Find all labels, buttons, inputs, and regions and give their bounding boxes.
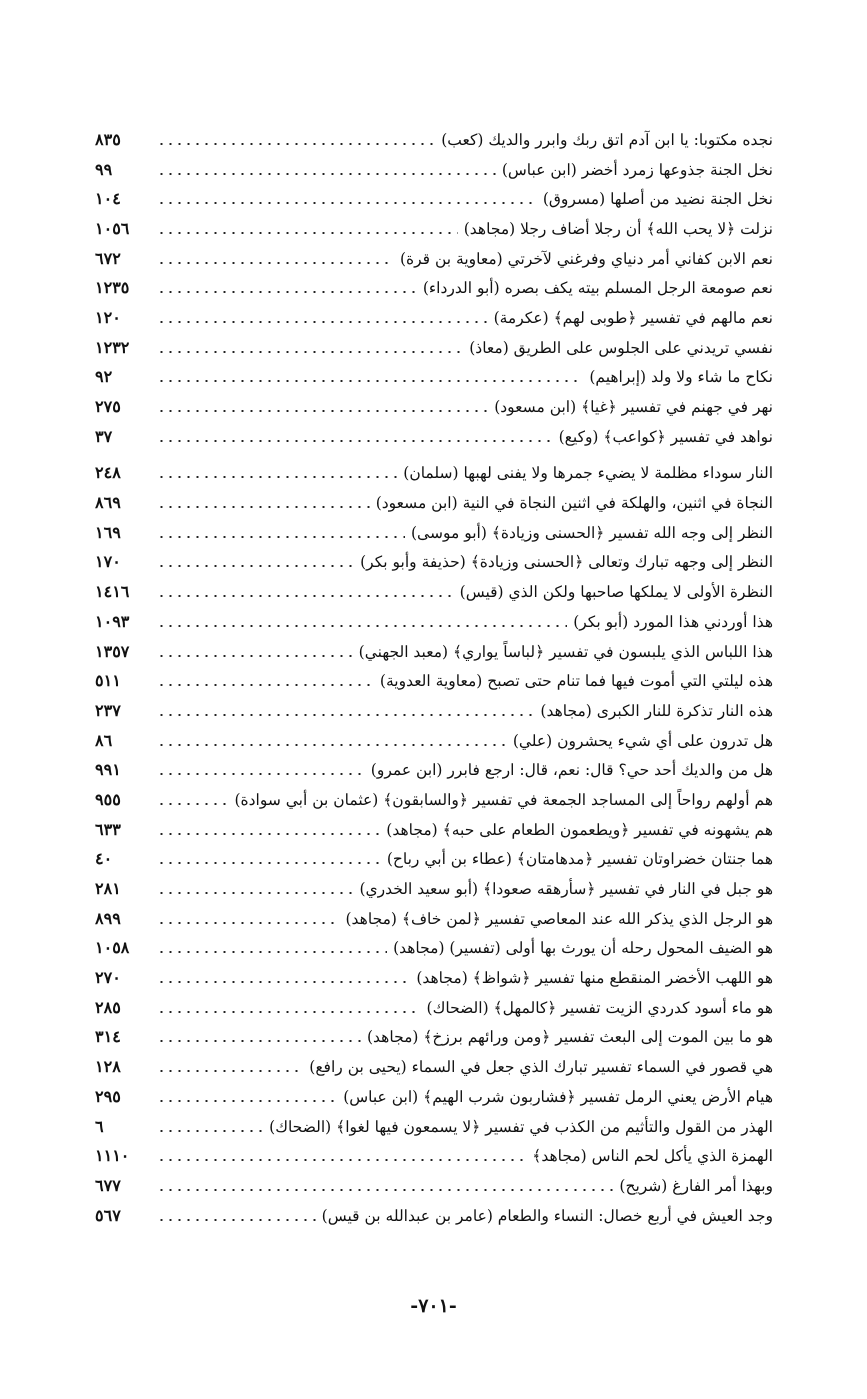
- dot-leader: [157, 714, 534, 716]
- index-entry: [95, 273, 773, 303]
- entry-page-number: ١٤١٦: [95, 582, 130, 602]
- dot-leader: [157, 951, 387, 953]
- entry-page-number: ٨٩٩: [95, 908, 121, 928]
- entry-text: النظر إلى وجه الله تفسير ﴿الحسنى وزيادة﴾ (أبو موسى): [411, 523, 773, 542]
- index-entry: [95, 726, 773, 756]
- index-entry: [95, 1141, 773, 1171]
- entry-page-number: ٦٧٢: [95, 248, 121, 268]
- entry-page-number: ١٦٩: [95, 522, 121, 542]
- index-entry: [95, 363, 773, 393]
- entry-text: النار سوداء مظلمة لا يضيء جمرها ولا يفنى لهبها (سلمان): [403, 464, 773, 483]
- entry-page-number: ٦٣٣: [95, 819, 121, 839]
- entry-text: هو الضيف المحول رحله أن يورث بها أولى (تفسير) (مجاهد): [393, 939, 773, 958]
- dot-leader: [157, 981, 410, 983]
- dot-leader: [157, 1219, 316, 1221]
- entry-text: الهذر من القول والتأثيم من الكذب في تفسير ﴿لا يسمعون فيها لغوا﴾ (الضحاك): [269, 1117, 773, 1136]
- entry-page-number: ٣٧: [95, 426, 113, 446]
- index-entry: [95, 488, 773, 518]
- dot-leader: [157, 351, 463, 353]
- entry-text: النظرة الأولى لا يملكها صاحبها ولكن الذي (قيس): [459, 583, 773, 602]
- entry-page-number: ٨٦٩: [95, 493, 121, 513]
- entry-text: نجده مكتوبا: يا ابن آدم اتق ربك وابرر والديك (كعب): [441, 130, 773, 149]
- dot-leader: [157, 565, 354, 567]
- entry-page-number: ١٠٥٦: [95, 218, 130, 238]
- entry-text: نعم الابن كفاني أمر دنياي وفرغني لآخرتي (معاوية بن قرة): [399, 249, 773, 268]
- entry-page-number: ٥١١: [95, 671, 121, 691]
- dot-leader: [157, 262, 394, 264]
- entry-text: نخل الجنة جذوعها زمرد أخضر (ابن عباس): [501, 160, 773, 179]
- entry-page-number: ٩٢: [95, 367, 113, 387]
- entry-page-number: ١٠٩٣: [95, 611, 130, 631]
- index-entry: [95, 1082, 773, 1112]
- entry-page-number: ٥٦٧: [95, 1205, 121, 1225]
- index-entry: [95, 1171, 773, 1201]
- entry-page-number: ٢٧٥: [95, 397, 121, 417]
- entry-page-number: ١٠٤: [95, 189, 121, 209]
- entry-page-number: ١٢٠: [95, 307, 121, 327]
- dot-leader: [157, 773, 365, 775]
- dot-leader: [157, 321, 488, 323]
- entry-page-number: ١١١٠: [95, 1146, 130, 1166]
- index-entry: [95, 993, 773, 1023]
- index-entry: [95, 934, 773, 964]
- dot-leader: [157, 1100, 337, 1102]
- entry-text: النظر إلى وجهه تبارك وتعالى ﴿الحسنى وزيادة﴾ (حذيفة وأبو بكر): [360, 553, 773, 572]
- entry-page-number: ١٣٥٧: [95, 641, 130, 661]
- dot-leader: [157, 595, 454, 597]
- index-entry: [95, 874, 773, 904]
- entry-page-number: ٤٠: [95, 849, 113, 869]
- index-entry: [95, 518, 773, 548]
- entry-text: هو ما بين الموت إلى البعث تفسير ﴿ومن ورائهم برزخ﴾ (مجاهد): [366, 1028, 773, 1047]
- entry-page-number: ٢٧٠: [95, 968, 121, 988]
- entry-page-number: ٢٣٧: [95, 700, 121, 720]
- entry-text: هم أولهم رواحاً إلى المساجد الجمعة في تفسير ﴿والسابقون﴾ (عثمان بن أبي سوادة): [234, 790, 773, 809]
- dot-leader: [157, 922, 340, 924]
- entry-text: هي قصور في السماء تفسير تبارك الذي جعل في السماء (يحيى بن رافع): [309, 1058, 773, 1077]
- dot-leader: [157, 380, 583, 382]
- index-entry: [95, 1201, 773, 1231]
- entry-page-number: ٦: [95, 1116, 104, 1136]
- index-entry: [95, 666, 773, 696]
- entry-page-number: ٨٣٥: [95, 129, 121, 149]
- entry-page-number: ٩٥٥: [95, 789, 121, 809]
- index-entry: [95, 303, 773, 333]
- index-entry: [95, 392, 773, 422]
- index-entry: [95, 422, 773, 452]
- dot-leader: [157, 291, 417, 293]
- entry-text: هيام الأرض يعني الرمل تفسير ﴿فشاربون شرب الهيم﴾ (ابن عباس): [343, 1087, 773, 1106]
- index-entry: [95, 637, 773, 667]
- dot-leader: [157, 1130, 263, 1132]
- dot-leader: [157, 1070, 303, 1072]
- entry-text: هل من والديك أحد حي؟ قال: نعم، قال: ارجع فابرر (ابن عمرو): [370, 761, 773, 780]
- entry-text: هذا أوردني هذا المورد (أبو بكر): [573, 612, 773, 631]
- entry-text: هو جبل في النار في تفسير ﴿سأرهقه صعودا﴾ (أبو سعيد الخدري): [359, 880, 773, 899]
- page-number: -٧٠١-: [410, 1295, 457, 1317]
- entry-page-number: ٣١٤: [95, 1027, 121, 1047]
- dot-leader: [157, 803, 228, 805]
- entry-page-number: ٢٩٥: [95, 1086, 121, 1106]
- dot-leader: [157, 684, 374, 686]
- dot-leader: [157, 1040, 361, 1042]
- index-entry: [95, 785, 773, 815]
- dot-leader: [157, 744, 507, 746]
- entry-text: هم يشهونه في تفسير ﴿ويطعمون الطعام على حبه﴾ (مجاهد): [386, 820, 773, 839]
- entry-text: وجد العيش في أربع خصال: النساء والطعام (عامر بن عبدالله بن قيس): [321, 1206, 773, 1225]
- index-entry: [95, 815, 773, 845]
- entry-text: نعم مالهم في تفسير ﴿طوبى لهم﴾ (عكرمة): [493, 308, 773, 327]
- entry-text: نزلت ﴿لا يحب الله﴾ أن رجلا أضاف رجلا (مجاهد): [463, 219, 773, 238]
- dot-leader: [157, 506, 370, 508]
- entry-page-number: ١٠٥٨: [95, 938, 130, 958]
- entry-text: هذا اللباس الذي يلبسون في تفسير ﴿لباساً يواري﴾ (معبد الجهني): [358, 642, 773, 661]
- index-entry: [95, 755, 773, 785]
- dot-leader: [157, 536, 405, 538]
- dot-leader: [157, 440, 553, 442]
- entry-text: هو اللهب الأخضر المنقطع منها تفسير ﴿شواظ﴾ (مجاهد): [416, 969, 773, 988]
- dot-leader: [157, 1011, 421, 1013]
- index-entry: [95, 1023, 773, 1053]
- entry-page-number: ١٢٣٢: [95, 337, 130, 357]
- dot-leader: [157, 892, 353, 894]
- dot-leader: [157, 862, 381, 864]
- entry-text: نكاح ما شاء ولا ولد (إبراهيم): [589, 368, 773, 387]
- entry-text: هو الرجل الذي يذكر الله عند المعاصي تفسير ﴿لمن خاف﴾ (مجاهد): [345, 909, 773, 928]
- entry-page-number: ١٧٠: [95, 552, 121, 572]
- entry-page-number: ٨٦: [95, 730, 113, 750]
- index-entry: [95, 1052, 773, 1082]
- index-entry: [95, 184, 773, 214]
- dot-leader: [157, 410, 488, 412]
- entry-page-number: ٢٨١: [95, 879, 121, 899]
- entry-text: نعم صومعة الرجل المسلم بيته يكف بصره (أبو الدرداء): [422, 279, 773, 298]
- entry-text: نفسي تريدني على الجلوس على الطريق (معاذ): [469, 338, 773, 357]
- entry-text: هما جنتان خضراوتان تفسير ﴿مدهامتان﴾ (عطاء بن أبي رباح): [386, 850, 773, 869]
- index-entry: [95, 548, 773, 578]
- dot-leader: [157, 1159, 526, 1161]
- dot-leader: [157, 476, 397, 478]
- entry-text: الهمزة الذي يأكل لحم الناس (مجاهد﴾: [532, 1147, 773, 1166]
- entry-text: هذه ليلتي التي أموت فيها فما تنام حتى تصبح (معاوية العدوية): [379, 672, 773, 691]
- entry-text: وبهذا أمر الفارغ (شريح): [619, 1176, 773, 1195]
- entry-page-number: ٩٩١: [95, 760, 121, 780]
- index-entry: [95, 904, 773, 934]
- entry-page-number: ١٢٣٥: [95, 278, 130, 298]
- index-group-heh: [95, 459, 773, 1231]
- dot-leader: [157, 833, 380, 835]
- index-group-noon: [95, 125, 773, 452]
- entry-text: نواهد في تفسير ﴿كواعب﴾ (وكيع): [558, 427, 773, 446]
- dot-leader: [157, 173, 496, 175]
- index-entry: [95, 155, 773, 185]
- index-entry: [95, 696, 773, 726]
- index-entry: [95, 459, 773, 489]
- entry-text: هل تدرون على أي شيء يحشرون (علي): [512, 731, 773, 750]
- entry-page-number: ٢٨٥: [95, 997, 121, 1017]
- entry-text: هذه النار تذكرة للنار الكبرى (مجاهد): [540, 701, 773, 720]
- entry-text: نخل الجنة نضيد من أصلها (مسروق): [542, 190, 773, 209]
- index-entry: [95, 607, 773, 637]
- index-entry: [95, 963, 773, 993]
- entry-page-number: ٦٧٧: [95, 1175, 121, 1195]
- entry-page-number: ٢٤٨: [95, 463, 121, 483]
- entry-page-number: ١٢٨: [95, 1057, 121, 1077]
- entry-text: النجاة في اثنين، والهلكة في اثنين النجاة في النية (ابن مسعود): [375, 494, 773, 513]
- index-page: [95, 125, 773, 1230]
- dot-leader: [157, 1189, 613, 1191]
- dot-leader: [157, 232, 458, 234]
- dot-leader: [157, 625, 567, 627]
- index-entry: [95, 244, 773, 274]
- index-entry: [95, 577, 773, 607]
- dot-leader: [157, 202, 537, 204]
- entry-page-number: ٩٩: [95, 159, 113, 179]
- index-entry: [95, 1112, 773, 1142]
- index-entry: [95, 125, 773, 155]
- index-entry: [95, 214, 773, 244]
- entry-text: هو ماء أسود كدردي الزيت تفسير ﴿كالمهل﴾ (الضحاك): [426, 998, 773, 1017]
- dot-leader: [157, 143, 435, 145]
- entry-text: نهر في جهنم في تفسير ﴿غيا﴾ (ابن مسعود): [494, 398, 773, 417]
- index-entry: [95, 333, 773, 363]
- index-entry: [95, 845, 773, 875]
- dot-leader: [157, 655, 353, 657]
